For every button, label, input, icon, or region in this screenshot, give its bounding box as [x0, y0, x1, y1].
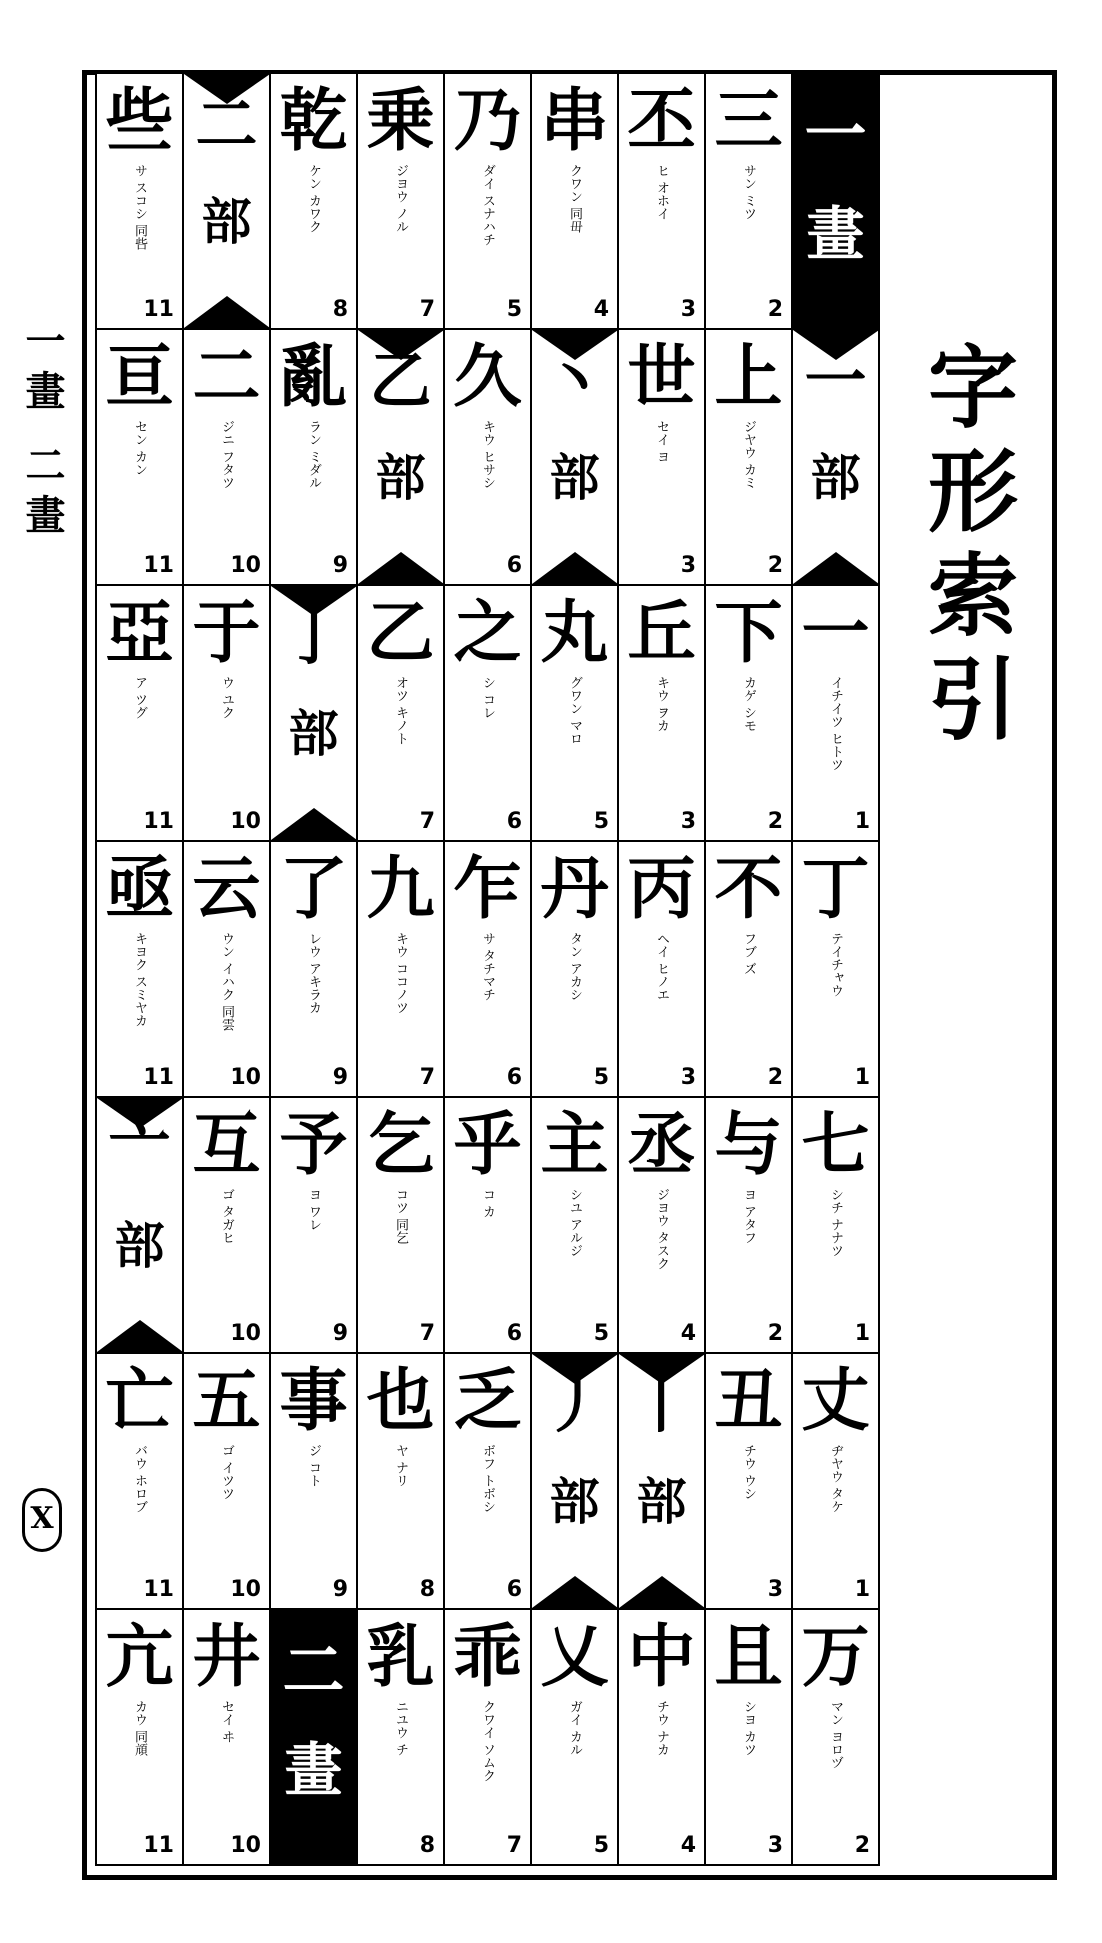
- index-entry: [704, 586, 791, 842]
- entry-reading: バウ ホロブ: [132, 1444, 147, 1514]
- entry-reading: キウ ヲカ: [654, 676, 669, 733]
- entry-char: 乞: [366, 1105, 435, 1185]
- index-entry: [182, 330, 269, 586]
- entry-char: 予: [279, 1105, 348, 1185]
- entry-page-number: 7: [419, 297, 435, 322]
- index-entry: [356, 74, 443, 330]
- radical-header: [791, 330, 878, 586]
- entry-page-number: 11: [143, 809, 174, 834]
- entry-char: 互: [192, 1105, 261, 1185]
- index-entry: [530, 1610, 617, 1866]
- entry-page-number: 11: [143, 1577, 174, 1602]
- index-entry: [269, 74, 356, 330]
- entry-page-number: 5: [593, 809, 609, 834]
- entry-page-number: 1: [854, 1065, 870, 1090]
- entry-page-number: 10: [230, 809, 261, 834]
- radical-header: [617, 1354, 704, 1610]
- entry-page-number: 4: [680, 1833, 696, 1858]
- entry-char: 串: [540, 81, 609, 161]
- entry-reading: セイ ヰ: [219, 1700, 234, 1744]
- entry-char: 丕: [627, 81, 696, 161]
- entry-char: 丁: [801, 849, 870, 929]
- page-number: X: [22, 1488, 62, 1552]
- index-entry: [443, 1354, 530, 1610]
- entry-page-number: 6: [506, 809, 522, 834]
- entry-page-number: 11: [143, 1833, 174, 1858]
- entry-reading: サ タチマチ: [480, 932, 495, 1002]
- entry-reading: コツ 同乞: [393, 1188, 408, 1245]
- entry-char: 井: [192, 1617, 261, 1697]
- entry-page-number: 8: [419, 1577, 435, 1602]
- entry-reading: キウ ヒサシ: [480, 420, 495, 490]
- index-entry: [182, 842, 269, 1098]
- index-entry: [530, 1098, 617, 1354]
- entry-page-number: 9: [332, 1577, 348, 1602]
- entry-page-number: 3: [680, 1065, 696, 1090]
- entry-char: 丈: [801, 1361, 870, 1441]
- entry-reading: クワイ ソムク: [480, 1700, 495, 1783]
- entry-char: 了: [279, 849, 348, 929]
- entry-page-number: 4: [593, 297, 609, 322]
- index-entry: [791, 1354, 878, 1610]
- entry-reading: レウ アキラカ: [306, 932, 321, 1015]
- entry-reading: ジヨウ ノル: [393, 164, 408, 234]
- index-entry: [704, 1098, 791, 1354]
- entry-char: 五: [192, 1361, 261, 1441]
- entry-reading: ニユウ チ: [393, 1700, 408, 1757]
- entry-page-number: 5: [593, 1833, 609, 1858]
- entry-char: 与: [714, 1105, 783, 1185]
- index-entry: [704, 74, 791, 330]
- entry-char: 九: [366, 849, 435, 929]
- page-title: 字形索引: [912, 340, 1018, 756]
- index-entry: [95, 1610, 182, 1866]
- entry-page-number: 7: [419, 1321, 435, 1346]
- index-entry: [617, 1610, 704, 1866]
- triangle-marker-bottom: [532, 552, 617, 584]
- index-entry: [704, 1610, 791, 1866]
- index-entry: [617, 330, 704, 586]
- index-entry: [269, 330, 356, 586]
- entry-reading: タン アカシ: [567, 932, 582, 1002]
- entry-reading: ラン ミダル: [306, 420, 321, 490]
- entry-char: 丘: [627, 593, 696, 673]
- radical-label: 部: [549, 448, 600, 507]
- entry-page-number: 3: [680, 297, 696, 322]
- entry-char: 乍: [453, 849, 522, 929]
- entry-reading: チウ ウシ: [741, 1444, 756, 1501]
- index-entry: [356, 586, 443, 842]
- entry-char: 乾: [279, 81, 348, 161]
- index-entry: [443, 586, 530, 842]
- index-entry: [269, 842, 356, 1098]
- entry-char: 世: [627, 337, 696, 417]
- index-entry: [182, 1354, 269, 1610]
- radical-header: [530, 330, 617, 586]
- entry-char: 些: [105, 81, 174, 161]
- entry-page-number: 6: [506, 1321, 522, 1346]
- radical-char: 亅: [282, 600, 345, 673]
- entry-page-number: 11: [143, 553, 174, 578]
- index-entry: [443, 1610, 530, 1866]
- radical-label: 部: [810, 448, 861, 507]
- entry-char: 云: [192, 849, 261, 929]
- index-entry: [356, 842, 443, 1098]
- index-entry: [95, 842, 182, 1098]
- index-entry: [791, 1610, 878, 1866]
- triangle-marker-bottom: [619, 1576, 704, 1608]
- entry-page-number: 10: [230, 553, 261, 578]
- radical-header: [530, 1354, 617, 1610]
- index-entry: [704, 330, 791, 586]
- triangle-marker-bottom: [184, 296, 269, 328]
- entry-reading: カウ 同頏: [132, 1700, 147, 1757]
- index-entry: [617, 586, 704, 842]
- radical-label: 部: [114, 1216, 165, 1275]
- radical-header: [356, 330, 443, 586]
- entry-char: 亂: [279, 337, 348, 417]
- triangle-marker-bottom: [358, 552, 443, 584]
- entry-char: 于: [192, 593, 261, 673]
- entry-page-number: 3: [680, 553, 696, 578]
- entry-char: 之: [453, 593, 522, 673]
- index-entry: [443, 74, 530, 330]
- entry-reading: イチイツ ヒトツ: [828, 676, 843, 772]
- entry-reading: セイ ヨ: [654, 420, 669, 464]
- entry-char: 主: [540, 1105, 609, 1185]
- entry-reading: ボフ トボシ: [480, 1444, 495, 1514]
- entry-page-number: 6: [506, 553, 522, 578]
- entry-reading: ケン カワク: [306, 164, 321, 234]
- radical-char: 一: [804, 344, 867, 417]
- radical-char: 乙: [369, 344, 432, 417]
- entry-page-number: 10: [230, 1321, 261, 1346]
- entry-page-number: 11: [143, 1065, 174, 1090]
- entry-char: 亢: [105, 1617, 174, 1697]
- entry-page-number: 3: [680, 809, 696, 834]
- radical-header: [269, 586, 356, 842]
- index-entry: [443, 842, 530, 1098]
- entry-reading: シ コレ: [480, 676, 495, 720]
- entry-char: 也: [366, 1361, 435, 1441]
- stroke-header-label: 畫: [806, 200, 865, 268]
- entry-char: 一: [801, 593, 870, 673]
- entry-page-number: 1: [854, 809, 870, 834]
- radical-char: 二: [195, 88, 258, 161]
- entry-reading: ダイ スナハチ: [480, 164, 495, 247]
- entry-reading: ヤ ナリ: [393, 1444, 408, 1488]
- entry-char: 七: [801, 1105, 870, 1185]
- radical-label: 部: [201, 192, 252, 251]
- stroke-count-header: [791, 74, 878, 330]
- triangle-marker-bottom: [271, 808, 356, 840]
- entry-char: 不: [714, 849, 783, 929]
- entry-page-number: 2: [767, 297, 783, 322]
- entry-char: 乃: [453, 81, 522, 161]
- entry-page-number: 2: [854, 1833, 870, 1858]
- radical-char: 丶: [543, 344, 606, 417]
- stroke-header-label: 畫: [284, 1736, 343, 1804]
- entry-reading: ウン イハク 同雲: [219, 932, 234, 1032]
- stroke-header-char: 二: [282, 1634, 345, 1707]
- entry-char: 下: [714, 593, 783, 673]
- entry-char: 丞: [627, 1105, 696, 1185]
- entry-page-number: 7: [506, 1833, 522, 1858]
- entry-page-number: 8: [419, 1833, 435, 1858]
- entry-reading: ヨ ワレ: [306, 1188, 321, 1232]
- entry-reading: ジ コト: [306, 1444, 321, 1488]
- entry-page-number: 2: [767, 1065, 783, 1090]
- entry-reading: フブ ズ: [741, 932, 756, 976]
- entry-page-number: 5: [593, 1321, 609, 1346]
- entry-page-number: 1: [854, 1321, 870, 1346]
- index-entry: [356, 1610, 443, 1866]
- index-entry: [617, 842, 704, 1098]
- radical-char: 丨: [630, 1368, 693, 1441]
- index-entry: [443, 1098, 530, 1354]
- radical-header: [182, 74, 269, 330]
- entry-page-number: 1: [854, 1577, 870, 1602]
- entry-reading: サン ミツ: [741, 164, 756, 221]
- entry-reading: ヂヤウ タケ: [828, 1444, 843, 1514]
- entry-page-number: 5: [506, 297, 522, 322]
- entry-reading: ジヨウ タスク: [654, 1188, 669, 1271]
- entry-char: 上: [714, 337, 783, 417]
- entry-char: 事: [279, 1361, 348, 1441]
- stroke-header-char: 一: [804, 98, 867, 171]
- radical-char: 丿: [543, 1368, 606, 1441]
- index-entry: [95, 330, 182, 586]
- entry-reading: オツ キノト: [393, 676, 408, 746]
- index-entry: [530, 586, 617, 842]
- index-entry: [269, 1098, 356, 1354]
- entry-reading: サ スコシ 同呰: [132, 164, 147, 251]
- index-entry: [530, 74, 617, 330]
- index-entry: [182, 1098, 269, 1354]
- radical-label: 部: [636, 1472, 687, 1531]
- entry-char: 乳: [366, 1617, 435, 1697]
- entry-page-number: 4: [680, 1321, 696, 1346]
- entry-reading: ア ツグ: [132, 676, 147, 720]
- entry-page-number: 3: [767, 1833, 783, 1858]
- entry-reading: ゴ タガヒ: [219, 1188, 234, 1245]
- entry-char: 三: [714, 81, 783, 161]
- character-index-grid: [95, 74, 880, 1866]
- entry-page-number: 6: [506, 1577, 522, 1602]
- entry-reading: シチ ナナツ: [828, 1188, 843, 1258]
- entry-page-number: 8: [332, 297, 348, 322]
- entry-char: 丑: [714, 1361, 783, 1441]
- entry-reading: シユ アルジ: [567, 1188, 582, 1258]
- entry-reading: ヨ アタフ: [741, 1188, 756, 1245]
- radical-header: [95, 1098, 182, 1354]
- index-entry: [356, 1354, 443, 1610]
- entry-reading: クワン 同毌: [567, 164, 582, 234]
- entry-char: 丹: [540, 849, 609, 929]
- entry-page-number: 6: [506, 1065, 522, 1090]
- index-entry: [704, 842, 791, 1098]
- triangle-marker-bottom: [532, 1576, 617, 1608]
- entry-reading: ジニ フタツ: [219, 420, 234, 490]
- radical-label: 部: [549, 1472, 600, 1531]
- entry-reading: ウ ユク: [219, 676, 234, 720]
- entry-page-number: 10: [230, 1833, 261, 1858]
- stroke-count-header: [269, 1610, 356, 1866]
- entry-reading: テイチャウ: [828, 932, 843, 997]
- side-label: 一畫 二畫: [19, 320, 66, 544]
- entry-page-number: 10: [230, 1065, 261, 1090]
- entry-page-number: 2: [767, 809, 783, 834]
- entry-reading: ゴ イツツ: [219, 1444, 234, 1501]
- entry-reading: ヒ オホイ: [654, 164, 669, 221]
- radical-label: 部: [375, 448, 426, 507]
- entry-reading: コ カ: [480, 1188, 495, 1219]
- entry-char: 万: [801, 1617, 870, 1697]
- index-entry: [791, 1098, 878, 1354]
- entry-page-number: 7: [419, 1065, 435, 1090]
- entry-page-number: 2: [767, 1321, 783, 1346]
- entry-char: 二: [192, 337, 261, 417]
- index-entry: [704, 1354, 791, 1610]
- entry-reading: キウ ココノツ: [393, 932, 408, 1015]
- entry-reading: マン ヨロヅ: [828, 1700, 843, 1770]
- index-entry: [269, 1354, 356, 1610]
- entry-char: 亘: [105, 337, 174, 417]
- entry-char: 乏: [453, 1361, 522, 1441]
- entry-reading: チウ ナカ: [654, 1700, 669, 1757]
- entry-reading: セン カン: [132, 420, 147, 477]
- entry-reading: キヨク スミヤカ: [132, 932, 147, 1028]
- index-entry: [617, 1098, 704, 1354]
- index-entry: [530, 842, 617, 1098]
- index-entry: [182, 1610, 269, 1866]
- entry-reading: ジヤウ カミ: [741, 420, 756, 490]
- entry-reading: ガイ カル: [567, 1700, 582, 1757]
- entry-page-number: 2: [767, 553, 783, 578]
- entry-page-number: 10: [230, 1577, 261, 1602]
- entry-char: 中: [627, 1617, 696, 1697]
- entry-page-number: 3: [767, 1577, 783, 1602]
- entry-reading: シヨ カツ: [741, 1700, 756, 1757]
- index-entry: [791, 842, 878, 1098]
- radical-label: 部: [288, 704, 339, 763]
- entry-reading: ヘイ ヒノエ: [654, 932, 669, 1002]
- index-entry: [95, 586, 182, 842]
- index-entry: [182, 586, 269, 842]
- entry-page-number: 9: [332, 1321, 348, 1346]
- entry-char: 乙: [366, 593, 435, 673]
- entry-page-number: 7: [419, 809, 435, 834]
- entry-char: 亞: [105, 593, 174, 673]
- entry-page-number: 5: [593, 1065, 609, 1090]
- index-entry: [443, 330, 530, 586]
- radical-char: 亠: [108, 1112, 171, 1185]
- entry-page-number: 9: [332, 1065, 348, 1090]
- entry-char: 乎: [453, 1105, 522, 1185]
- entry-reading: グワン マロ: [567, 676, 582, 746]
- triangle-marker-bottom: [793, 552, 878, 584]
- entry-char: 丙: [627, 849, 696, 929]
- triangle-marker-bottom: [97, 1320, 182, 1352]
- index-entry: [617, 74, 704, 330]
- entry-char: 丸: [540, 593, 609, 673]
- entry-page-number: 11: [143, 297, 174, 322]
- entry-page-number: 9: [332, 553, 348, 578]
- index-entry: [356, 1098, 443, 1354]
- index-entry: [95, 74, 182, 330]
- entry-reading: カゲ シモ: [741, 676, 756, 733]
- entry-char: 久: [453, 337, 522, 417]
- entry-char: 亟: [105, 849, 174, 929]
- index-entry: [791, 586, 878, 842]
- entry-char: 乗: [366, 81, 435, 161]
- entry-char: 且: [714, 1617, 783, 1697]
- entry-char: 亡: [105, 1361, 174, 1441]
- entry-char: 乂: [540, 1617, 609, 1697]
- entry-char: 乖: [453, 1617, 522, 1697]
- index-entry: [95, 1354, 182, 1610]
